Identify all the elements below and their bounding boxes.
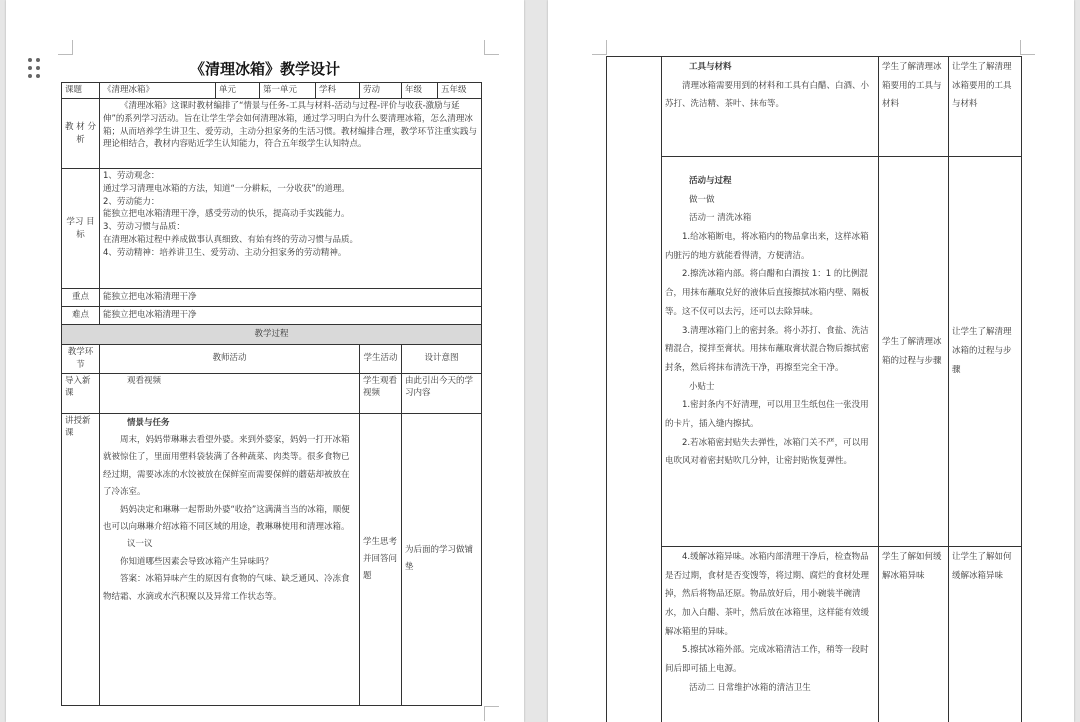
section-heading: 工具与材料 [689, 62, 732, 72]
grade-value: 五年级 [438, 83, 482, 99]
sub-heading: 做一做 [689, 194, 715, 205]
unit-value: 第一单元 [260, 83, 316, 99]
sub-heading: 活动一 清洗冰箱 [689, 213, 752, 224]
column-header: 教学环节 [62, 345, 100, 374]
goal-line: 1、劳动观念： [103, 171, 160, 181]
question-text: 你知道哪些因素会导致冰箱产生异味吗？ [120, 556, 274, 567]
intent-cell: 为后面的学习做铺垫 [402, 413, 482, 705]
goal-line: 4、劳动精神：培养讲卫生、爱劳动、主动分担家务的劳动精神。 [103, 247, 347, 258]
teacher-activity-cell [662, 57, 879, 157]
teacher-activity-cell [100, 413, 360, 705]
analysis-label: 教 材 分析 [62, 99, 100, 169]
sub-heading: 议一议 [127, 539, 153, 550]
goal-line: 在清理冰箱过程中养成做事认真细致、有始有终的劳动习惯与品质。 [103, 234, 359, 245]
document-page-left [6, 0, 524, 722]
teacher-text: 观看视频 [127, 375, 162, 386]
key-point-text: 能独立把电冰箱清理干净 [100, 289, 482, 307]
teacher-activity-cell [662, 547, 879, 722]
crop-mark [484, 40, 499, 55]
column-header: 教师活动 [100, 345, 360, 374]
column-header: 设计意图 [402, 345, 482, 374]
step-text: 3.清理冰箱门上的密封条。将小苏打、食盐、洗洁精混合，搅拌至膏状。用抹布蘸取膏状混合物后擦拭密封条，然后将抹布清洗干净，再擦至完全干净。 [665, 325, 870, 373]
crop-mark [58, 40, 73, 55]
step-text: 1.给冰箱断电，将冰箱内的物品拿出来，这样冰箱内脏污的地方就能看得清，方便清洁。 [665, 232, 869, 261]
teacher-paragraph: 妈妈决定和琳琳一起帮助外婆“收拾”这满满当当的冰箱，顺便也可以向琳琳介绍冰箱不同区域的用途，教琳琳使用和清理冰箱。 [103, 504, 350, 533]
intent-cell: 让学生了解清理冰箱的过程与步骤 [949, 157, 1022, 547]
section-heading: 活动与过程 [689, 176, 732, 186]
tools-text: 清理冰箱需要用到的材料和工具有白醋、白酒、小苏打、洗洁精、茶叶、抹布等。 [665, 80, 870, 110]
step-text: 4.缓解冰箱异味。冰箱内部清理干净后，检查物品是否过期，食材是否变馊等，将过期、腐烂的食材处理掉，然后将物品还原。物品放好后，用小碗装半碗清水，加入白醋、茶叶，然后放在冰箱里，这样能有效缓解冰箱里的异味。 [665, 552, 870, 637]
student-activity-cell: 学生了解清理冰箱要用的工具与材料 [879, 57, 949, 157]
intent-cell: 由此引出今天的学习内容 [402, 373, 482, 413]
goal-line: 通过学习清理电冰箱的方法，知道“一分耕耘，一分收获”的道理。 [103, 183, 350, 194]
crop-mark [1020, 40, 1035, 55]
teacher-activity-cell [100, 373, 360, 413]
student-activity-cell: 学生了解清理冰箱的过程与步骤 [879, 157, 949, 547]
step-text: 2.擦洗冰箱内部。将白醋和白酒按 1：1 的比例混合，用抹布蘸取兑好的液体后直接擦拭冰箱内壁、隔板等。这不仅可以去污，还可以去除异味。 [665, 269, 870, 317]
stage-cell: 讲授新课 [62, 413, 100, 705]
process-header: 教学过程 [62, 325, 482, 345]
difficulty-text: 能独立把电冰箱清理干净 [100, 307, 482, 325]
tip-text: 2.若冰箱密封贴失去弹性，冰箱门关不严，可以用电吹风对着密封贴吹几分钟，让密封贴恢复弹性。 [665, 437, 869, 467]
goals-label: 学习 目标 [62, 169, 100, 289]
step-text: 5.擦拭冰箱外部。完成冰箱清洁工作，稍等一段时间后即可插上电源。 [665, 645, 869, 675]
subject-label: 学科 [316, 83, 360, 99]
tips-heading: 小贴士 [689, 381, 715, 392]
document-title: 《清理冰箱》教学设计 [189, 60, 340, 78]
grade-label: 年级 [402, 83, 438, 99]
tip-text: 1.密封条内不好清理，可以用卫生纸包住一张没用的卡片，插入缝内擦拭。 [665, 400, 869, 429]
unit-label: 单元 [216, 83, 260, 99]
lesson-plan-table-continued [606, 56, 1022, 722]
goal-line: 能独立把电冰箱清理干净，感受劳动的快乐，提高动手实践能力。 [103, 209, 350, 220]
lesson-plan-table [61, 82, 482, 706]
section-heading: 情景与任务 [127, 417, 170, 428]
teacher-paragraph: 周末，妈妈带琳琳去看望外婆。来到外婆家，妈妈一打开冰箱就被惊住了，里面用塑料袋装满了各种蔬菜、肉类等。很多食物已经过期，需要冰冻的水饺被放在保鲜室而需要保鲜的蘑菇却被放在了冷冻室。 [103, 434, 350, 498]
topic-label: 课题 [62, 83, 100, 99]
stage-cell: 导入新课 [62, 373, 100, 413]
analysis-text [100, 99, 482, 169]
answer-text: 答案：冰箱异味产生的原因有食物的气味、缺乏通风、冷冻食物结霜、水滴或水汽积聚以及异常工作状态等。 [103, 574, 350, 602]
subject-value: 劳动 [360, 83, 402, 99]
goal-line: 2、劳动能力： [103, 196, 160, 207]
analysis-paragraph: 《清理冰箱》这课时教材编排了“情景与任务-工具与材料-活动与过程-评价与收获-激励与延伸”的系列学习活动。旨在让学生学会如何清理冰箱，通过学习明白为什么要清理冰箱，怎么清理冰箱；从而培养学生讲卫生、爱劳动，主动分担家务的生活习惯。教材编排合理，教学环节注重实践与理论相结合，教材内容贴近学生认知能力，符合五年级学生认知特点。 [103, 101, 478, 150]
student-activity-cell: 学生了解如何缓解冰箱异味 [879, 547, 949, 722]
teacher-activity-cell [662, 157, 879, 547]
column-header: 学生活动 [360, 345, 402, 374]
goals-text [100, 169, 482, 289]
goal-line: 3、劳动习惯与品质： [103, 222, 185, 232]
sub-heading: 活动二 日常维护冰箱的清洁卫生 [689, 682, 811, 693]
key-point-label: 重点 [62, 289, 100, 307]
document-page-right [548, 0, 1074, 722]
difficulty-label: 难点 [62, 307, 100, 325]
crop-mark [484, 706, 499, 721]
stage-cell [607, 57, 662, 722]
intent-cell: 让学生了解如何缓解冰箱异味 [949, 547, 1022, 722]
crop-mark [592, 40, 607, 55]
student-activity-cell: 学生观看视频 [360, 373, 402, 413]
intent-cell: 让学生了解清理冰箱要用的工具与材料 [949, 57, 1022, 157]
topic-value: 《清理冰箱》 [100, 83, 216, 99]
student-activity-cell: 学生思考并回答问题 [360, 413, 402, 705]
